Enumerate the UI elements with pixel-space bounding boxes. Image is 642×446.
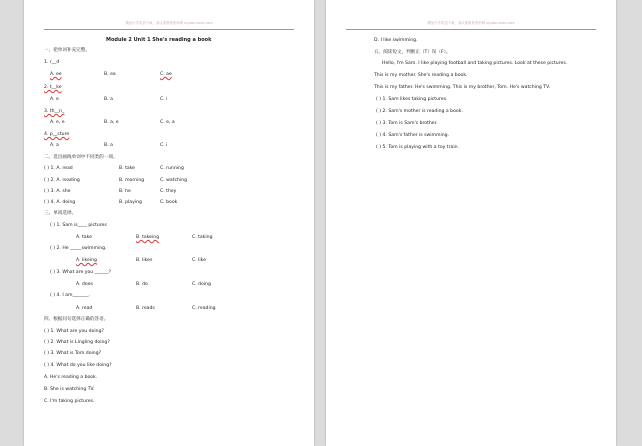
s2-row-3-b: B. he — [119, 189, 131, 194]
s2-row-1-b: B. take — [119, 166, 136, 171]
q4-option-a: A. a — [50, 143, 59, 148]
tf-q1: ( ) 1. Sam likes taking pictures. — [376, 97, 448, 102]
q4-option-c: C. i — [160, 143, 168, 148]
section-1-heading: 一、把单词补充完整。 — [44, 48, 90, 53]
passage-line-1: Hello, I'm Sam. I like playing football and taking pictures. Look at these pictures. — [382, 61, 568, 66]
q1-option-c: C. ae — [160, 72, 172, 77]
q4-word: 4. p__cture — [44, 132, 70, 137]
worksheet-page-right — [326, 0, 616, 446]
section-4-heading: 四、根据问句选择正确的答语。 — [44, 317, 109, 322]
section-5-heading: 五、阅读短文，判断正（T）误（F）。 — [374, 50, 451, 55]
mc4-option-a: A. read — [76, 306, 93, 311]
answer-b: B. She is watching TV. — [44, 387, 95, 392]
mc2-question: ( ) 2. He _____swimming. — [50, 246, 107, 251]
q3-option-c: C. e, a — [160, 120, 175, 125]
match-q4: ( ) 4. What do you like doing? — [44, 363, 112, 368]
s2-row-4-b: B. playing — [119, 200, 142, 205]
q2-word: 2. t__ke — [44, 85, 62, 90]
mc2-option-c: C. like — [192, 258, 207, 263]
q1-option-a: A. ee — [50, 72, 62, 77]
tf-q2: ( ) 2. Sam's mother is reading a book. — [376, 109, 463, 114]
match-q1: ( ) 1. What are you doing? — [44, 329, 104, 334]
mc3-option-a: A. does — [76, 282, 93, 287]
worksheet-page-left — [24, 0, 314, 446]
header-rule — [346, 29, 596, 30]
mc2-option-b: B. likes — [136, 258, 153, 263]
answer-c: C. I'm taking pictures. — [44, 399, 95, 404]
header-watermark: 精品小学英语下载，请认准教育资料网 ziyuan.xxxx.com — [427, 21, 515, 25]
s2-row-4-a: ( ) 4. A. doing — [44, 200, 76, 205]
q2-option-c: C. i — [160, 97, 168, 102]
s2-row-1-a: ( ) 1. A. read — [44, 166, 73, 171]
s2-row-2-b: B. morning — [119, 178, 145, 183]
q3-word: 3. th__n_ — [44, 109, 65, 114]
q3-option-b: B. a, e — [104, 120, 119, 125]
mc1-option-c: C. taking — [192, 235, 213, 240]
mc3-option-c: C. doing — [192, 282, 211, 287]
section-3-heading: 三、单项选择。 — [44, 211, 77, 216]
q4-option-b: B. a — [104, 143, 113, 148]
s2-row-1-c: C. running — [160, 166, 184, 171]
s2-row-2-c: C. watching — [160, 178, 188, 183]
tf-q5: ( ) 5. Tom is playing with a toy train. — [376, 145, 459, 150]
match-q2: ( ) 2. What is Lingling doing? — [44, 340, 110, 345]
mc4-question: ( ) 4. I am_______. — [50, 293, 90, 298]
passage-line-3: This is my father. He's swimming. This is my brother, Tom. He's watching TV. — [374, 85, 551, 90]
tf-q4: ( ) 4. Sam's father is swimming. — [376, 133, 450, 138]
answer-a: A. He's reading a book. — [44, 375, 98, 380]
worksheet-title: Module 2 Unit 1 She's reading a book — [106, 37, 212, 43]
answer-d: D. I like swimming. — [374, 38, 418, 43]
mc2-option-a: A. likeing — [76, 258, 97, 263]
tf-q3: ( ) 3. Tom is Sam's brother. — [376, 121, 438, 126]
mc4-option-b: B. reads — [136, 306, 155, 311]
q2-option-a: A. e — [50, 97, 59, 102]
section-2-heading: 二、选出画线单词中不同类的一项。 — [44, 155, 118, 160]
s2-row-3-a: ( ) 3. A. she — [44, 189, 71, 194]
s2-row-2-a: ( ) 2. A. reading — [44, 178, 80, 183]
passage-line-2: This is my mother. She's reading a book. — [374, 73, 468, 78]
s2-row-3-c: C. they — [160, 189, 177, 194]
s2-row-4-c: C. book — [160, 200, 178, 205]
mc1-option-b: B. takeing — [136, 235, 160, 240]
mc1-option-a: A. take — [76, 235, 92, 240]
match-q3: ( ) 3. What is Tom doing? — [44, 351, 102, 356]
mc3-option-b: B. do — [136, 282, 148, 287]
mc1-question: ( ) 1. Sam is____ pictures — [50, 223, 107, 228]
mc3-question: ( ) 3. What are you ______? — [50, 270, 111, 275]
q1-option-b: B. ea — [104, 72, 116, 77]
header-rule — [44, 29, 294, 30]
q2-option-b: B. a — [104, 97, 113, 102]
q1-word: 1. r__d — [44, 60, 60, 65]
mc4-option-c: C. reading — [192, 306, 216, 311]
header-watermark: 精品小学英语下载，请认准教育资料网 ziyuan.xxxx.com — [125, 21, 213, 25]
q3-option-a: A. e, e — [50, 120, 65, 125]
